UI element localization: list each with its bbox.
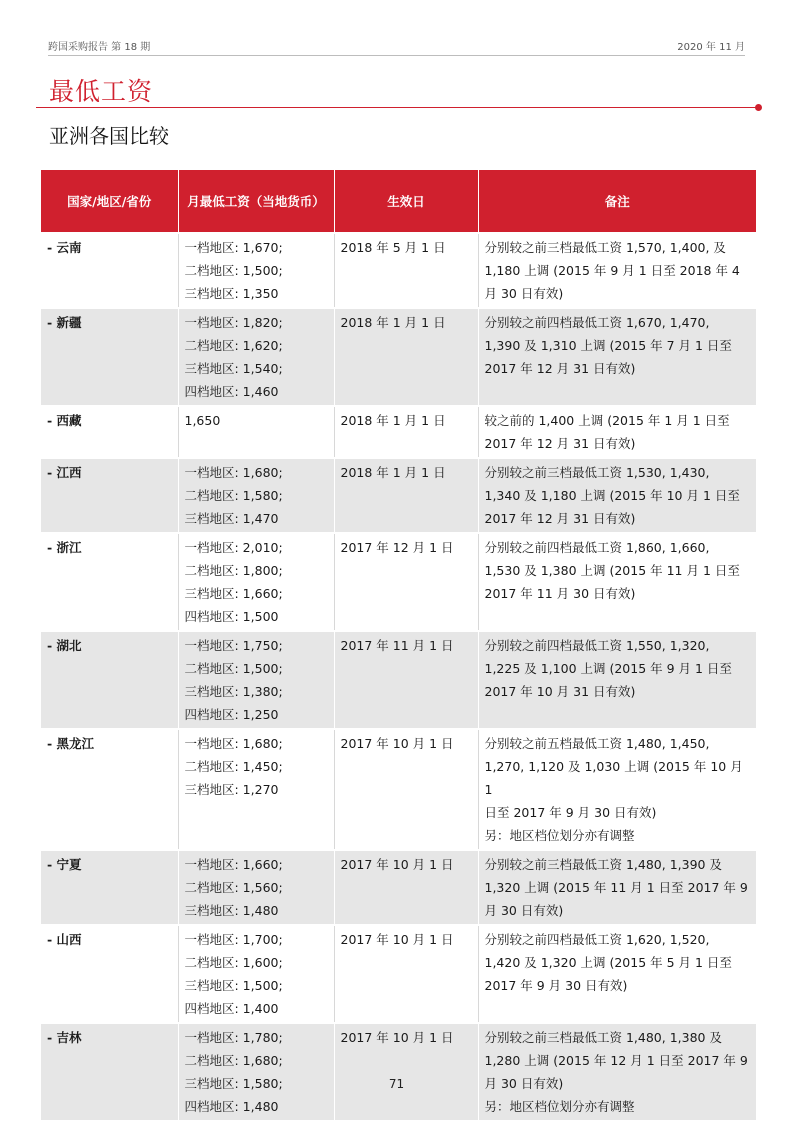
remark-line: 分别较之前四档最低工资 1,620, 1,520, (484, 932, 710, 947)
remark-line: 2017 年 12 月 31 日有效) (484, 511, 636, 526)
remark-line: 月 30 日有效) (484, 903, 564, 918)
wage-line: 三档地区: 1,540; (184, 361, 283, 376)
wage-cell (178, 308, 334, 406)
wage-line: 四档地区: 1,500 (184, 609, 279, 624)
table-row (41, 925, 756, 1023)
region-cell: - 山西 (41, 925, 178, 1023)
remark-line: 另：地区档位划分亦有调整 (484, 1099, 635, 1114)
wage-line: 三档地区: 1,270 (184, 782, 279, 797)
remark-line: 月 30 日有效) (484, 1076, 564, 1091)
remark-line: 2017 年 12 月 31 日有效) (484, 361, 636, 376)
table-header-row (41, 170, 756, 233)
remark-line: 2017 年 11 月 30 日有效) (484, 586, 636, 601)
wage-line: 二档地区: 1,500; (184, 263, 283, 278)
remarks-cell (478, 1023, 756, 1120)
wage-line: 三档地区: 1,500; (184, 978, 283, 993)
remark-line: 分别较之前三档最低工资 1,480, 1,390 及 (484, 857, 722, 872)
section-title: 最低工资 (49, 77, 154, 106)
remark-line: 1,530 及 1,380 上调 (2015 年 11 月 1 日至 (484, 563, 740, 578)
minimum-wage-table (41, 170, 756, 1120)
wage-cell (178, 406, 334, 458)
region-cell: - 湖北 (41, 631, 178, 729)
header-divider (48, 55, 745, 56)
wage-line: 三档地区: 1,470 (184, 511, 279, 526)
report-issue: 跨国采购报告 第 18 期 (48, 42, 151, 53)
region-cell: - 西藏 (41, 406, 178, 458)
remarks-cell (478, 458, 756, 533)
remark-line: 1,320 上调 (2015 年 11 月 1 日至 2017 年 9 (484, 880, 748, 895)
remarks-cell (478, 233, 756, 308)
region-cell: - 浙江 (41, 533, 178, 631)
wage-line: 一档地区: 1,750; (184, 638, 283, 653)
remark-line: 1,420 及 1,320 上调 (2015 年 5 月 1 日至 (484, 955, 732, 970)
wage-line: 四档地区: 1,460 (184, 384, 279, 399)
effective-date-cell: 2018 年 5 月 1 日 (334, 233, 478, 308)
report-date: 2020 年 11 月 (677, 42, 745, 53)
effective-date-cell: 2017 年 10 月 1 日 (334, 729, 478, 850)
table-row (41, 308, 756, 406)
remark-line: 1,390 及 1,310 上调 (2015 年 7 月 1 日至 (484, 338, 732, 353)
wage-line: 二档地区: 1,680; (184, 1053, 283, 1068)
table-row (41, 631, 756, 729)
column-header-region: 国家/地区/省份 (41, 170, 178, 233)
wage-line: 二档地区: 1,620; (184, 338, 283, 353)
column-header-effective-date: 生效日 (334, 170, 478, 233)
effective-date-cell: 2018 年 1 月 1 日 (334, 458, 478, 533)
remarks-cell (478, 308, 756, 406)
wage-line: 二档地区: 1,600; (184, 955, 283, 970)
wage-line: 1,650 (184, 413, 221, 428)
wage-line: 一档地区: 1,780; (184, 1030, 283, 1045)
remark-line: 另：地区档位划分亦有调整 (484, 828, 635, 843)
remarks-cell (478, 925, 756, 1023)
wage-cell (178, 850, 334, 925)
table-row (41, 850, 756, 925)
region-cell: - 黑龙江 (41, 729, 178, 850)
wage-line: 二档地区: 1,450; (184, 759, 283, 774)
remark-line: 1,340 及 1,180 上调 (2015 年 10 月 1 日至 (484, 488, 740, 503)
remark-line: 2017 年 10 月 31 日有效) (484, 684, 636, 699)
effective-date-cell: 2017 年 11 月 1 日 (334, 631, 478, 729)
column-header-wage: 月最低工资（当地货币） (178, 170, 334, 233)
wage-line: 二档地区: 1,580; (184, 488, 283, 503)
remark-line: 分别较之前三档最低工资 1,530, 1,430, (484, 465, 710, 480)
wage-line: 一档地区: 1,700; (184, 932, 283, 947)
remark-line: 月 30 日有效) (484, 286, 564, 301)
wage-line: 三档地区: 1,380; (184, 684, 283, 699)
table-row (41, 406, 756, 458)
wage-cell (178, 1023, 334, 1120)
title-divider-dot (755, 104, 762, 111)
remark-line: 分别较之前三档最低工资 1,570, 1,400, 及 (484, 240, 726, 255)
wage-line: 一档地区: 1,680; (184, 736, 283, 751)
effective-date-cell: 2017 年 10 月 1 日 (334, 850, 478, 925)
column-header-remarks: 备注 (478, 170, 756, 233)
remark-line: 2017 年 9 月 30 日有效) (484, 978, 628, 993)
wage-line: 三档地区: 1,580; (184, 1076, 283, 1091)
remark-line: 1,280 上调 (2015 年 12 月 1 日至 2017 年 9 (484, 1053, 748, 1068)
wage-line: 四档地区: 1,250 (184, 707, 279, 722)
remark-line: 分别较之前四档最低工资 1,670, 1,470, (484, 315, 710, 330)
wage-cell (178, 729, 334, 850)
remark-line: 1,225 及 1,100 上调 (2015 年 9 月 1 日至 (484, 661, 732, 676)
wage-line: 四档地区: 1,400 (184, 1001, 279, 1016)
wage-line: 三档地区: 1,480 (184, 903, 279, 918)
remark-line: 分别较之前四档最低工资 1,860, 1,660, (484, 540, 710, 555)
wage-cell (178, 458, 334, 533)
effective-date-cell: 2017 年 12 月 1 日 (334, 533, 478, 631)
region-cell: - 吉林 (41, 1023, 178, 1120)
remark-line: 分别较之前四档最低工资 1,550, 1,320, (484, 638, 710, 653)
wage-cell (178, 533, 334, 631)
region-cell: - 江西 (41, 458, 178, 533)
page-subtitle: 亚洲各国比较 (49, 124, 169, 148)
remarks-cell (478, 729, 756, 850)
wage-line: 三档地区: 1,660; (184, 586, 283, 601)
table-row (41, 1023, 756, 1120)
title-divider (36, 107, 756, 108)
effective-date-cell: 2018 年 1 月 1 日 (334, 308, 478, 406)
table-row (41, 233, 756, 308)
running-header (48, 38, 745, 53)
wage-line: 一档地区: 1,670; (184, 240, 283, 255)
remark-line: 2017 年 12 月 31 日有效) (484, 436, 636, 451)
effective-date-cell: 2017 年 10 月 1 日 (334, 1023, 478, 1120)
page-number: 71 (388, 1077, 405, 1091)
remarks-cell (478, 533, 756, 631)
wage-cell (178, 631, 334, 729)
effective-date-cell: 2018 年 1 月 1 日 (334, 406, 478, 458)
remarks-cell (478, 850, 756, 925)
wage-cell (178, 233, 334, 308)
remark-line: 1,270, 1,120 及 1,030 上调 (2015 年 10 月 1 (484, 759, 743, 797)
region-cell: - 宁夏 (41, 850, 178, 925)
table-row (41, 729, 756, 850)
table-row (41, 458, 756, 533)
wage-line: 一档地区: 1,680; (184, 465, 283, 480)
table-body (41, 233, 756, 1120)
remarks-cell (478, 631, 756, 729)
remark-line: 日至 2017 年 9 月 30 日有效) (484, 805, 657, 820)
remark-line: 较之前的 1,400 上调 (2015 年 1 月 1 日至 (484, 413, 730, 428)
effective-date-cell: 2017 年 10 月 1 日 (334, 925, 478, 1023)
wage-line: 一档地区: 1,820; (184, 315, 283, 330)
remark-line: 分别较之前五档最低工资 1,480, 1,450, (484, 736, 710, 751)
remarks-cell (478, 406, 756, 458)
wage-line: 一档地区: 1,660; (184, 857, 283, 872)
wage-line: 一档地区: 2,010; (184, 540, 283, 555)
wage-line: 二档地区: 1,500; (184, 661, 283, 676)
wage-line: 二档地区: 1,560; (184, 880, 283, 895)
wage-line: 三档地区: 1,350 (184, 286, 279, 301)
remark-line: 分别较之前三档最低工资 1,480, 1,380 及 (484, 1030, 722, 1045)
remark-line: 1,180 上调 (2015 年 9 月 1 日至 2018 年 4 (484, 263, 740, 278)
region-cell: - 新疆 (41, 308, 178, 406)
table-row (41, 533, 756, 631)
wage-line: 四档地区: 1,480 (184, 1099, 279, 1114)
wage-cell (178, 925, 334, 1023)
region-cell: - 云南 (41, 233, 178, 308)
wage-line: 二档地区: 1,800; (184, 563, 283, 578)
